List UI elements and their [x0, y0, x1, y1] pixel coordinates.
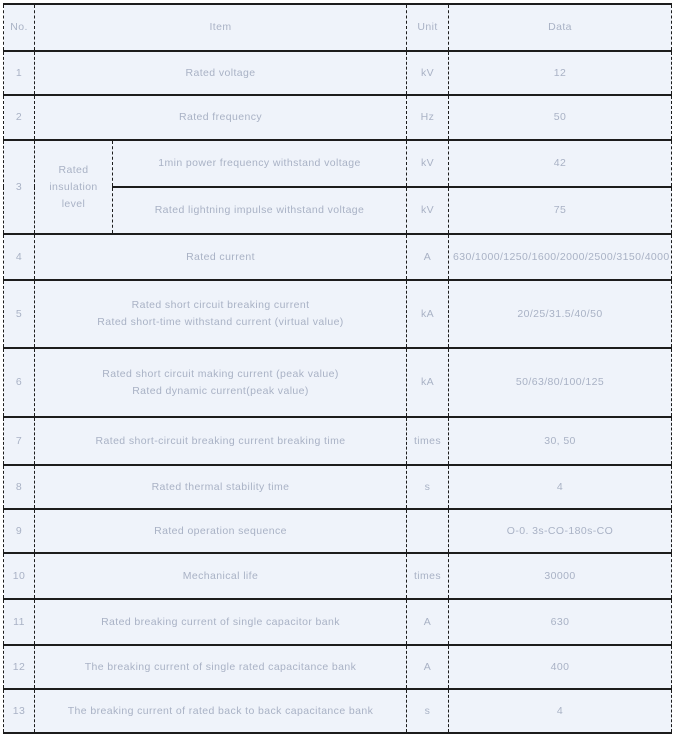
table-row	[4, 689, 672, 733]
cell-item: Rated short-circuit breaking current breaking time	[35, 417, 407, 465]
cell-no: 12	[4, 645, 35, 689]
cell-item: The breaking current of single rated capacitance bank	[35, 645, 407, 689]
cell-unit: Hz	[407, 95, 449, 140]
cell-data: 50	[449, 95, 672, 140]
table-row	[4, 51, 672, 95]
cell-unit: A	[407, 234, 449, 280]
spec-table	[3, 3, 672, 734]
cell-data: 630/1000/1250/1600/2000/2500/3150/4000	[449, 234, 672, 280]
cell-no: 1	[4, 51, 35, 95]
cell-item: Rated current	[35, 234, 407, 280]
cell-data: 4	[449, 465, 672, 509]
cell-no: 13	[4, 689, 35, 733]
cell-no: 2	[4, 95, 35, 140]
table-row	[4, 599, 672, 645]
cell-group-label: Rated insulation level	[35, 140, 113, 234]
cell-no: 9	[4, 509, 35, 553]
cell-data: 400	[449, 645, 672, 689]
cell-item: Mechanical life	[35, 553, 407, 599]
cell-no: 10	[4, 553, 35, 599]
header-row	[4, 4, 672, 51]
item-line: Rated short circuit breaking current	[131, 299, 310, 311]
cell-no: 3	[4, 140, 35, 234]
cell-no: 5	[4, 280, 35, 348]
table-row	[4, 95, 672, 140]
cell-item: Rated frequency	[35, 95, 407, 140]
cell-unit: kA	[407, 280, 449, 348]
table-row	[4, 465, 672, 509]
cell-data: 30000	[449, 553, 672, 599]
cell-unit: kV	[407, 187, 449, 234]
cell-data: O-0. 3s-CO-180s-CO	[449, 509, 672, 553]
table-row	[4, 509, 672, 553]
table-row	[4, 553, 672, 599]
cell-unit: s	[407, 465, 449, 509]
cell-no: 7	[4, 417, 35, 465]
cell-unit: kV	[407, 51, 449, 95]
cell-item	[35, 348, 407, 417]
cell-unit: s	[407, 689, 449, 733]
cell-unit: A	[407, 599, 449, 645]
cell-item: Rated voltage	[35, 51, 407, 95]
cell-data: 42	[449, 140, 672, 187]
cell-data: 4	[449, 689, 672, 733]
cell-unit	[407, 509, 449, 553]
cell-unit: times	[407, 417, 449, 465]
item-line: Rated short circuit making current (peak value)	[102, 367, 339, 380]
cell-data: 20/25/31.5/40/50	[449, 280, 672, 348]
cell-item	[35, 280, 407, 348]
cell-no: 4	[4, 234, 35, 280]
header-no: No.	[4, 4, 35, 51]
cell-item: Rated lightning impulse withstand voltage	[113, 187, 407, 234]
cell-no: 6	[4, 348, 35, 417]
table-row	[4, 140, 672, 187]
table-row	[4, 234, 672, 280]
cell-unit: times	[407, 553, 449, 599]
cell-no: 8	[4, 465, 35, 509]
cell-data: 30, 50	[449, 417, 672, 465]
header-data: Data	[449, 4, 672, 51]
cell-item: Rated thermal stability time	[35, 465, 407, 509]
item-line: Rated short-time withstand current (virtual value)	[97, 316, 344, 328]
cell-no: 11	[4, 599, 35, 645]
header-unit: Unit	[407, 4, 449, 51]
cell-data: 630	[449, 599, 672, 645]
header-item: Item	[35, 4, 407, 51]
cell-item: 1min power frequency withstand voltage	[113, 140, 407, 187]
table-row	[4, 417, 672, 465]
cell-item: Rated operation sequence	[35, 509, 407, 553]
cell-data: 12	[449, 51, 672, 95]
cell-data: 50/63/80/100/125	[449, 348, 672, 417]
table-row	[4, 645, 672, 689]
cell-unit: A	[407, 645, 449, 689]
cell-item: The breaking current of rated back to back capacitance bank	[35, 689, 407, 733]
table-row	[4, 348, 672, 417]
cell-data: 75	[449, 187, 672, 234]
table-row	[4, 280, 672, 348]
cell-unit: kA	[407, 348, 449, 417]
cell-item: Rated breaking current of single capacitor bank	[35, 599, 407, 645]
cell-unit: kV	[407, 140, 449, 187]
item-line: Rated dynamic current(peak value)	[132, 384, 309, 397]
